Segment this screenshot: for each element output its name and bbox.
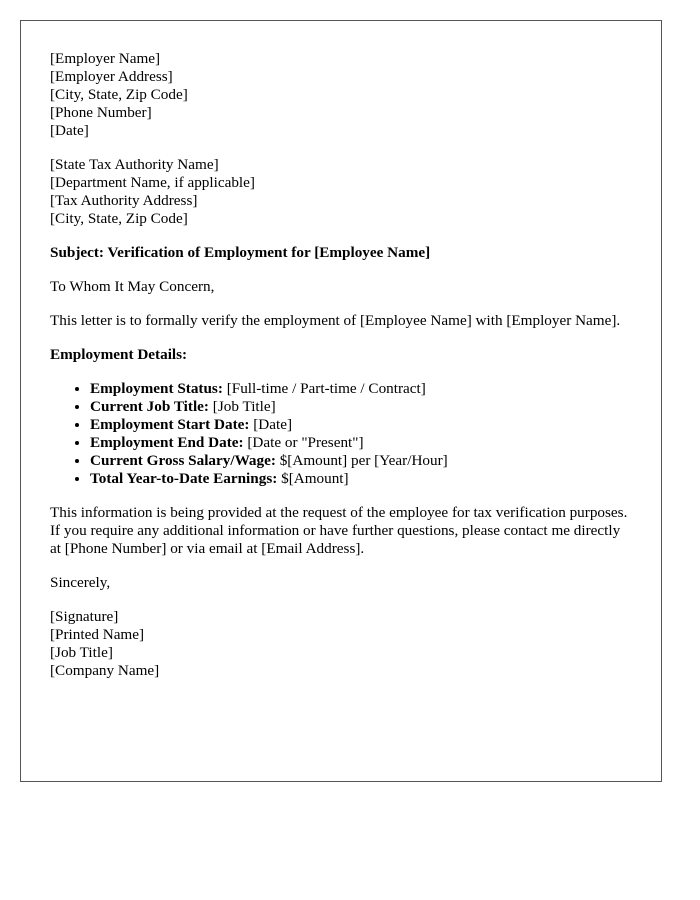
- detail-label: Current Job Title:: [90, 398, 209, 415]
- employer-phone: [Phone Number]: [50, 104, 152, 121]
- detail-label: Employment Status:: [90, 380, 223, 397]
- detail-value: $[Amount]: [277, 470, 349, 487]
- signature: [Signature]: [50, 608, 119, 625]
- printed-name: [Printed Name]: [50, 626, 145, 643]
- closing-paragraph: This information is being provided at the request of the employee for tax verification purposes. If you require any additional information or have further questions, please contact me directly at [Phone Number] or via email at [Email Address].: [50, 504, 628, 557]
- salutation: To Whom It May Concern,: [50, 278, 215, 295]
- letter-date: [Date]: [50, 122, 89, 139]
- detail-label: Total Year-to-Date Earnings:: [90, 470, 278, 487]
- signer-job-title: [Job Title]: [50, 644, 113, 661]
- detail-value: [Date]: [249, 416, 293, 433]
- closing: Sincerely,: [50, 574, 111, 591]
- employment-details-heading: Employment Details:: [50, 346, 188, 363]
- company-name: [Company Name]: [50, 662, 160, 679]
- recipient-block: [50, 156, 632, 228]
- detail-label: Current Gross Salary/Wage:: [90, 452, 276, 469]
- sender-block: [50, 50, 632, 140]
- detail-value: $[Amount] per [Year/Hour]: [275, 452, 448, 469]
- employer-name: [Employer Name]: [50, 50, 161, 67]
- detail-employment-status: [90, 380, 632, 398]
- detail-end-date: [90, 434, 632, 452]
- signature-block: [50, 608, 632, 680]
- tax-authority-address: [Tax Authority Address]: [50, 192, 198, 209]
- detail-job-title: [90, 398, 632, 416]
- detail-ytd-earnings: [90, 470, 632, 488]
- employer-city-state-zip: [City, State, Zip Code]: [50, 86, 188, 103]
- employment-details-list: [50, 380, 632, 488]
- employer-address: [Employer Address]: [50, 68, 173, 85]
- detail-label: Employment Start Date:: [90, 416, 250, 433]
- detail-start-date: [90, 416, 632, 434]
- department-name: [Department Name, if applicable]: [50, 174, 255, 191]
- detail-value: [Full-time / Part-time / Contract]: [222, 380, 426, 397]
- tax-authority-city-state-zip: [City, State, Zip Code]: [50, 210, 188, 227]
- detail-gross-salary: [90, 452, 632, 470]
- detail-value: [Job Title]: [208, 398, 276, 415]
- detail-label: Employment End Date:: [90, 434, 244, 451]
- intro-paragraph: This letter is to formally verify the employment of [Employee Name] with [Employer Name].: [50, 312, 621, 329]
- tax-authority-name: [State Tax Authority Name]: [50, 156, 219, 173]
- detail-value: [Date or "Present"]: [243, 434, 364, 451]
- subject-line: Subject: Verification of Employment for [Employee Name]: [50, 244, 431, 261]
- letter-page: [20, 20, 662, 782]
